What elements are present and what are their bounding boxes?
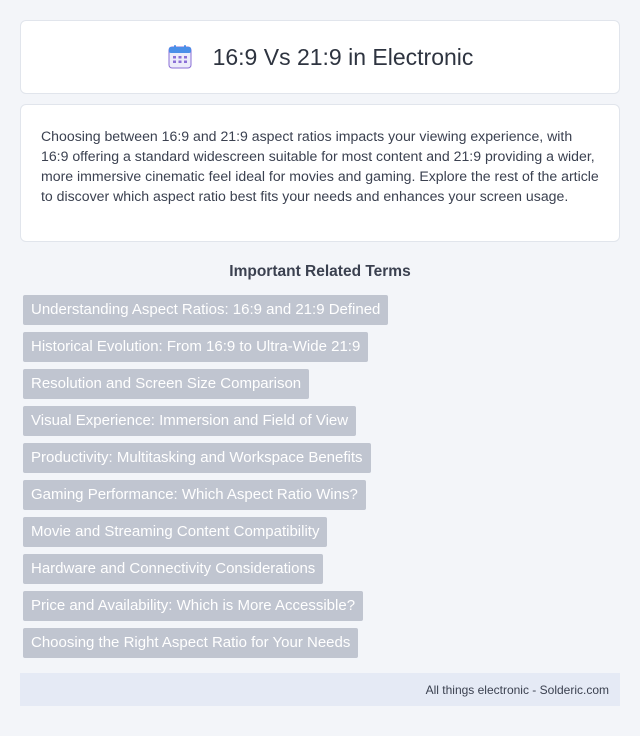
- related-term-link[interactable]: Choosing the Right Aspect Ratio for Your Needs: [23, 628, 358, 658]
- intro-card: [20, 104, 620, 242]
- related-term-link[interactable]: Understanding Aspect Ratios: 16:9 and 21:9 Defined: [23, 295, 388, 325]
- related-term-link[interactable]: Movie and Streaming Content Compatibility: [23, 517, 327, 547]
- related-term-link[interactable]: Gaming Performance: Which Aspect Ratio Wins?: [23, 480, 366, 510]
- related-term-link[interactable]: Productivity: Multitasking and Workspace Benefits: [23, 443, 371, 473]
- related-terms-list: [23, 295, 623, 658]
- title-card: [20, 20, 620, 94]
- related-term-link[interactable]: Price and Availability: Which is More Accessible?: [23, 591, 363, 621]
- page-title: 16:9 Vs 21:9 in Electronic: [212, 43, 474, 70]
- related-term-link[interactable]: Visual Experience: Immersion and Field of View: [23, 406, 356, 436]
- calendar-icon: [167, 44, 193, 70]
- related-terms-heading: Important Related Terms: [229, 263, 411, 280]
- related-term-link[interactable]: Hardware and Connectivity Considerations: [23, 554, 323, 584]
- footer-text: All things electronic - Solderic.com: [425, 682, 609, 697]
- related-term-link[interactable]: Historical Evolution: From 16:9 to Ultra-Wide 21:9: [23, 332, 368, 362]
- related-term-link[interactable]: Resolution and Screen Size Comparison: [23, 369, 309, 399]
- footer: [20, 673, 620, 706]
- intro-text: Choosing between 16:9 and 21:9 aspect ratios impacts your viewing experience, with 16:9 offering a standard widescreen suitable for most content and 21:9 providing a wider, more immersive cinematic feel ideal for movies and gaming. Explore the rest of the article to discover which aspect ratio best fits your needs and enhances your screen usage.: [41, 128, 599, 204]
